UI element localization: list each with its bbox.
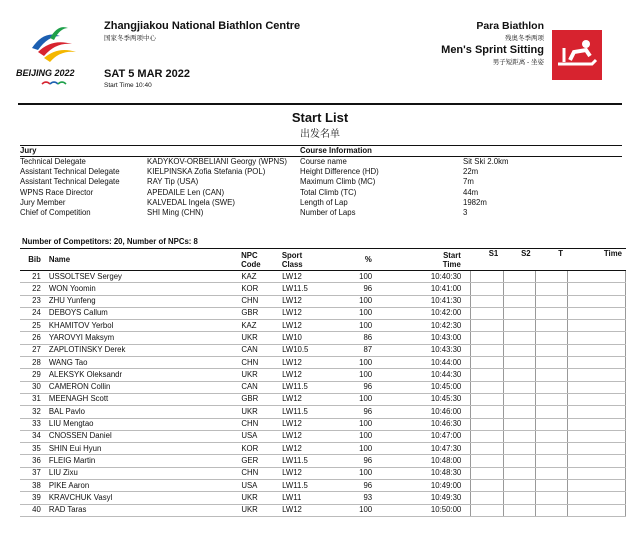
npc-code: KOR [241, 443, 259, 453]
s2-cell [503, 443, 535, 454]
bib: 36 [32, 455, 41, 465]
course-value: 44m [463, 187, 479, 197]
s1-cell [470, 394, 502, 405]
bib: 29 [32, 369, 41, 379]
sport-name: Para Biathlon [476, 20, 544, 32]
bib: 35 [32, 443, 41, 453]
start-list-table [20, 248, 626, 517]
sport-class: LW12 [282, 419, 302, 429]
t-cell [535, 480, 567, 491]
course-value: 7m [463, 177, 474, 187]
jury-role: Assistant Technical Delegate [20, 167, 120, 177]
athlete-name: CNOSSEN Daniel [48, 431, 112, 441]
sport-class: LW12 [282, 468, 302, 478]
npc-code: GBR [241, 308, 259, 318]
s2-cell [503, 369, 535, 380]
logo-text: BEIJING 2022 [16, 68, 75, 78]
course-heading: Course Information [300, 146, 372, 155]
s1-cell [470, 419, 502, 430]
time-cell [567, 296, 626, 307]
header-divider [18, 103, 622, 105]
percentage: 100 [359, 419, 373, 429]
npc-code: KAZ [241, 271, 257, 281]
time-cell [567, 480, 626, 491]
s1-cell [470, 308, 502, 319]
athlete-name: WANG Tao [48, 357, 88, 367]
table-row [20, 492, 626, 504]
course-label: Course name [300, 157, 347, 166]
percentage: 100 [359, 505, 373, 515]
npc-code: USA [241, 431, 258, 441]
jury-role: Chief of Competition [20, 207, 91, 217]
time-cell [567, 283, 626, 294]
percentage: 100 [359, 468, 373, 478]
jury-member: RAY Tip (USA) [147, 177, 199, 187]
s1-cell [470, 332, 502, 343]
time-cell [567, 345, 626, 356]
sport-class: LW12 [282, 505, 302, 515]
jury-role: Assistant Technical Delegate [20, 177, 120, 187]
percentage: 100 [359, 320, 373, 330]
course-value: Sit Ski 2.0km [463, 157, 509, 166]
time-cell [567, 394, 626, 405]
athlete-name: FLEIG Martin [48, 455, 96, 465]
jury-role: Technical Delegate [20, 157, 86, 166]
info-row [20, 188, 622, 198]
jury-course-table [20, 145, 622, 218]
s2-cell [503, 382, 535, 393]
table-row [20, 382, 626, 394]
s1-cell [470, 283, 502, 294]
start-time: 10:48:00 [430, 455, 462, 465]
s1-cell [470, 357, 502, 368]
npc-code: USA [241, 480, 258, 490]
athlete-name: SHIN Eui Hyun [48, 443, 102, 453]
course-label: Maximum Climb (MC) [300, 177, 376, 187]
sport-class: LW12 [282, 431, 302, 441]
t-cell [535, 382, 567, 393]
event-date: SAT 5 MAR 2022 [104, 68, 190, 80]
s2-cell [503, 505, 535, 516]
bib: 38 [32, 480, 41, 490]
s1-cell [470, 468, 502, 479]
s2-cell [503, 468, 535, 479]
s1-cell [470, 443, 502, 454]
info-header [20, 145, 622, 157]
jury-member: KADYKOV-ORBELIANI Georgy (WPNS) [147, 157, 287, 166]
course-label: Length of Lap [300, 197, 348, 207]
time-cell [567, 468, 626, 479]
table-row [20, 320, 626, 332]
start-time: 10:44:00 [430, 357, 462, 367]
jury-role: Jury Member [20, 197, 66, 207]
s2-cell [503, 296, 535, 307]
s2-cell [503, 431, 535, 442]
para-biathlon-pictogram-icon [552, 30, 602, 80]
start-time: 10:49:30 [430, 492, 462, 502]
npc-code: CHN [241, 296, 259, 306]
info-row [20, 198, 622, 208]
table-row [20, 308, 626, 320]
athlete-name: MEENAGH Scott [48, 394, 109, 404]
table-row [20, 394, 626, 406]
sport-class: LW12 [282, 369, 302, 379]
t-cell [535, 455, 567, 466]
venue-name-cn: 国家冬季两项中心 [104, 35, 156, 42]
jury-member: SHI Ming (CHN) [147, 207, 204, 217]
t-cell [535, 419, 567, 430]
t-cell [535, 345, 567, 356]
t-cell [535, 271, 567, 282]
athlete-name: KHAMITOV Yerbol [48, 320, 114, 330]
s1-cell [470, 455, 502, 466]
time-cell [567, 492, 626, 503]
start-time: 10:45:30 [430, 394, 462, 404]
info-row [20, 157, 622, 167]
percentage: 86 [363, 332, 373, 342]
start-time: 10:45:00 [430, 382, 462, 392]
t-cell [535, 468, 567, 479]
table-row [20, 468, 626, 480]
s2-cell [503, 332, 535, 343]
table-row [20, 332, 626, 344]
sport-class: LW11.5 [282, 455, 308, 465]
athlete-name: USSOLTSEV Sergey [48, 271, 122, 281]
start-time: 10:44:30 [430, 369, 462, 379]
percentage: 100 [359, 308, 373, 318]
col-s1: S1 [488, 249, 499, 258]
time-cell [567, 320, 626, 331]
t-cell [535, 320, 567, 331]
jury-role: WPNS Race Director [20, 187, 94, 197]
time-cell [567, 505, 626, 516]
course-label: Number of Laps [300, 207, 356, 217]
col-time: Time [603, 249, 622, 258]
s1-cell [470, 492, 502, 503]
event-name-cn: 男子短距离 - 坐姿 [492, 59, 544, 66]
start-time: 10:46:30 [430, 419, 462, 429]
start-time: 10:43:30 [430, 345, 462, 355]
percentage: 100 [359, 357, 373, 367]
bib: 27 [32, 345, 41, 355]
col-name: Name [48, 255, 71, 264]
s1-cell [470, 406, 502, 417]
bib: 34 [32, 431, 41, 441]
percentage: 100 [359, 443, 373, 453]
npc-code: UKR [241, 406, 258, 416]
npc-code: UKR [241, 492, 258, 502]
s2-cell [503, 455, 535, 466]
table-row [20, 357, 626, 369]
table-row [20, 271, 626, 283]
page-title-cn: 出发名单 [300, 129, 340, 140]
s1-cell [470, 320, 502, 331]
col-s2: S2 [521, 249, 531, 258]
percentage: 96 [363, 382, 373, 392]
sport-class: LW11 [282, 492, 302, 502]
start-time: 10:42:30 [430, 320, 462, 330]
bib: 25 [32, 320, 41, 330]
athlete-name: KRAVCHUK Vasyl [48, 492, 113, 502]
athlete-name: ZHU Yunfeng [48, 296, 96, 306]
s2-cell [503, 419, 535, 430]
table-row [20, 431, 626, 443]
table-row [20, 296, 626, 308]
s2-cell [503, 283, 535, 294]
bib: 30 [32, 382, 41, 392]
page-title: Start List [291, 110, 349, 125]
t-cell [535, 332, 567, 343]
percentage: 100 [359, 431, 373, 441]
percentage: 100 [359, 369, 373, 379]
npc-code: CAN [241, 382, 258, 392]
info-row [20, 208, 622, 218]
bib: 22 [32, 283, 41, 293]
t-cell [535, 443, 567, 454]
start-time: 10:50:00 [430, 505, 462, 515]
start-time: 10:47:30 [430, 443, 462, 453]
start-time: 10:46:00 [430, 406, 462, 416]
start-time: 10:43:00 [430, 332, 462, 342]
col-t: T [558, 249, 564, 258]
time-cell [567, 332, 626, 343]
course-label: Total Climb (TC) [300, 187, 357, 197]
s2-cell [503, 492, 535, 503]
s2-cell [503, 406, 535, 417]
npc-code: CAN [241, 345, 258, 355]
percentage: 96 [363, 480, 373, 490]
npc-code: GBR [241, 394, 259, 404]
col-npc: NPC Code [241, 250, 261, 269]
percentage: 87 [363, 345, 373, 355]
bib: 33 [32, 419, 41, 429]
sport-class: LW12 [282, 296, 302, 306]
percentage: 96 [363, 406, 373, 416]
paralympic-emblem-icon [14, 14, 94, 94]
npc-code: KOR [241, 283, 259, 293]
t-cell [535, 406, 567, 417]
time-cell [567, 455, 626, 466]
sport-class: LW11.5 [282, 382, 308, 392]
t-cell [535, 283, 567, 294]
s1-cell [470, 369, 502, 380]
start-list-header [20, 248, 626, 271]
bib: 26 [32, 332, 41, 342]
table-row [20, 419, 626, 431]
athlete-name: LIU Zixu [48, 468, 78, 478]
time-cell [567, 406, 626, 417]
beijing-2022-logo [14, 14, 94, 94]
t-cell [535, 492, 567, 503]
col-percent: % [364, 255, 372, 264]
s1-cell [470, 431, 502, 442]
bib: 37 [32, 468, 41, 478]
athlete-name: YAROVYI Maksym [48, 332, 115, 342]
sport-class: LW12 [282, 320, 302, 330]
table-row [20, 283, 626, 295]
start-time: 10:41:00 [430, 283, 462, 293]
venue-name: Zhangjiakou National Biathlon Centre [104, 20, 301, 32]
time-cell [567, 357, 626, 368]
s1-cell [470, 382, 502, 393]
course-value: 1982m [463, 197, 487, 207]
start-time: 10:49:00 [430, 480, 462, 490]
table-row [20, 345, 626, 357]
info-row [20, 167, 622, 177]
s2-cell [503, 357, 535, 368]
athlete-name: ALEKSYK Oleksandr [48, 369, 123, 379]
col-start-time: Start Time [442, 250, 461, 269]
info-row [20, 177, 622, 187]
table-row [20, 406, 626, 418]
s1-cell [470, 505, 502, 516]
start-time: 10:40:30 [430, 271, 462, 281]
sport-class: LW10 [282, 332, 302, 342]
course-value: 3 [463, 207, 468, 217]
t-cell [535, 369, 567, 380]
sport-class: LW11.5 [282, 406, 308, 416]
col-bib: Bib [28, 255, 41, 264]
start-time: Start Time 10:40 [104, 82, 152, 89]
s2-cell [503, 320, 535, 331]
athlete-name: CAMERON Collin [48, 382, 111, 392]
time-cell [567, 308, 626, 319]
athlete-name: DEBOYS Callum [48, 308, 108, 318]
t-cell [535, 431, 567, 442]
s2-cell [503, 345, 535, 356]
start-time: 10:48:30 [430, 468, 462, 478]
npc-code: UKR [241, 332, 258, 342]
time-cell [567, 419, 626, 430]
npc-code: KAZ [241, 320, 257, 330]
jury-heading: Jury [20, 146, 37, 155]
table-row [20, 443, 626, 455]
s2-cell [503, 394, 535, 405]
npc-code: UKR [241, 505, 258, 515]
event-name: Men's Sprint Sitting [441, 44, 544, 56]
bib: 32 [32, 406, 41, 416]
col-sport-class: Sport Class [281, 250, 303, 269]
bib: 40 [32, 505, 41, 515]
sport-class: LW11.5 [282, 283, 308, 293]
s2-cell [503, 480, 535, 491]
athlete-name: RAD Taras [48, 505, 87, 515]
t-cell [535, 505, 567, 516]
sport-class: LW12 [282, 357, 302, 367]
t-cell [535, 296, 567, 307]
sport-class: LW12 [282, 271, 302, 281]
sport-class: LW12 [282, 394, 302, 404]
bib: 39 [32, 492, 41, 502]
time-cell [567, 369, 626, 380]
time-cell [567, 431, 626, 442]
bib: 23 [32, 296, 41, 306]
t-cell [535, 394, 567, 405]
athlete-name: WON Yoomin [48, 283, 96, 293]
time-cell [567, 382, 626, 393]
time-cell [567, 443, 626, 454]
course-value: 22m [463, 167, 479, 177]
percentage: 100 [359, 271, 373, 281]
npc-code: UKR [241, 369, 258, 379]
jury-member: KALVEDAL Ingela (SWE) [147, 197, 235, 207]
s1-cell [470, 296, 502, 307]
athlete-name: ZAPLOTINSKY Derek [48, 345, 126, 355]
jury-member: KIELPINSKA Zofia Stefania (POL) [147, 167, 266, 177]
table-row [20, 505, 626, 517]
sport-name-cn: 残奥冬季两项 [505, 35, 544, 42]
npc-code: GER [241, 455, 259, 465]
sport-class: LW12 [282, 443, 302, 453]
course-label: Height Difference (HD) [300, 167, 379, 177]
bib: 21 [32, 271, 41, 281]
table-row [20, 480, 626, 492]
bib: 28 [32, 357, 41, 367]
table-row [20, 369, 626, 381]
t-cell [535, 308, 567, 319]
athlete-name: LIU Mengtao [48, 419, 94, 429]
bib: 24 [32, 308, 41, 318]
s1-cell [470, 345, 502, 356]
percentage: 93 [363, 492, 373, 502]
npc-code: CHN [241, 357, 259, 367]
percentage: 100 [359, 394, 373, 404]
npc-code: CHN [241, 419, 259, 429]
athlete-name: PIKE Aaron [48, 480, 90, 490]
sport-class: LW10.5 [282, 345, 309, 355]
jury-member: APEDAILE Len (CAN) [147, 187, 225, 197]
start-time: 10:42:00 [430, 308, 462, 318]
percentage: 96 [363, 455, 373, 465]
competitors-summary: Number of Competitors: 20, Number of NPCs: 8 [22, 237, 198, 246]
s1-cell [470, 480, 502, 491]
table-row [20, 455, 626, 467]
start-time: 10:41:30 [430, 296, 462, 306]
npc-code: CHN [241, 468, 259, 478]
s1-cell [470, 271, 502, 282]
sport-class: LW11.5 [282, 480, 308, 490]
t-cell [535, 357, 567, 368]
sport-class: LW12 [282, 308, 302, 318]
s2-cell [503, 308, 535, 319]
percentage: 100 [359, 296, 373, 306]
bib: 31 [32, 394, 41, 404]
athlete-name: BAL Pavlo [48, 406, 85, 416]
start-time: 10:47:00 [430, 431, 462, 441]
s2-cell [503, 271, 535, 282]
percentage: 96 [363, 283, 373, 293]
time-cell [567, 271, 626, 282]
